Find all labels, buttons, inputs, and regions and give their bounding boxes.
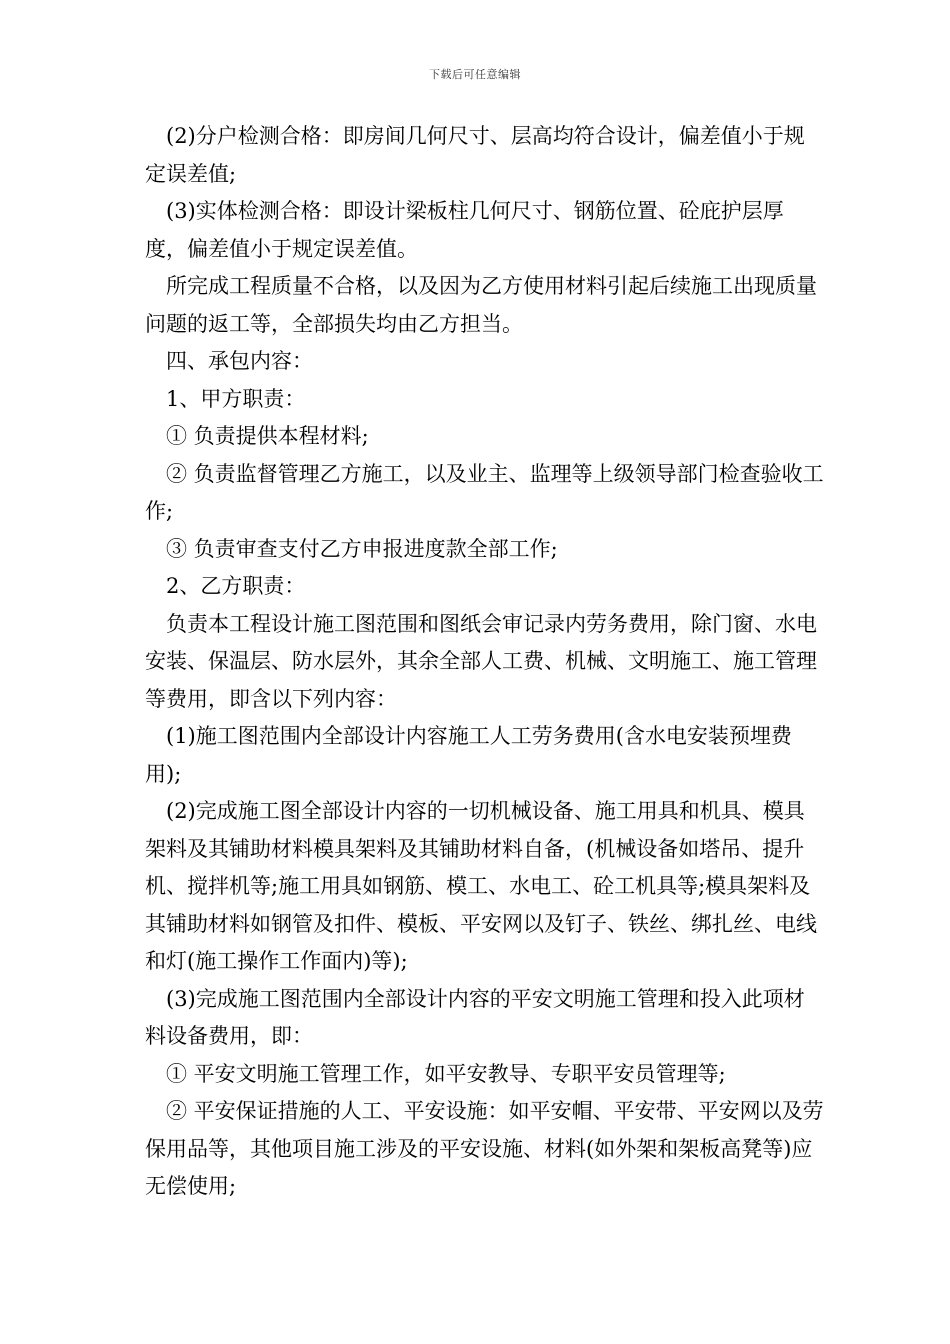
paragraph-household-inspection: (2)分户检测合格：即房间几何尺寸、层高均符合设计，偏差值小于规定误差值; <box>145 124 805 186</box>
list-item-safety-2: ② 平安保证措施的人工、平安设施：如平安帽、平安带、平安网以及劳保用品等，其他项目施工涉及的平安设施、材料(如外架和架板高凳等)应无偿使用; <box>145 1099 824 1198</box>
document-body <box>145 118 825 1206</box>
list-item-party-b-1: (1)施工图范围内全部设计内容施工人工劳务费用(含水电安装预埋费用); <box>145 724 792 786</box>
subsection-heading-party-a: 1、甲方职责： <box>166 386 306 411</box>
paragraph-entity-inspection: (3)实体检测合格：即设计梁板柱几何尺寸、钢筋位置、砼庇护层厚度，偏差值小于规定误差值。 <box>145 199 784 261</box>
list-item-party-a-3: ③ 负责审查支付乙方申报进度款全部工作; <box>166 536 558 561</box>
list-item-party-b-3: (3)完成施工图范围内全部设计内容的平安文明施工管理和投入此项材料设备费用，即： <box>145 986 805 1048</box>
paragraph-party-b-scope: 负责本工程设计施工图范围和图纸会审记录内劳务费用，除门窗、水电安装、保温层、防水层外，其余全部人工费、机械、文明施工、施工管理等费用，即含以下列内容： <box>145 611 817 711</box>
paragraph-quality-liability: 所完成工程质量不合格，以及因为乙方使用材料引起后续施工出现质量问题的返工等，全部损失均由乙方担当。 <box>145 274 817 336</box>
list-item-safety-1: ① 平安文明施工管理工作，如平安教导、专职平安员管理等; <box>166 1061 726 1086</box>
list-item-party-a-1: ① 负责提供本程材料; <box>166 424 369 448</box>
list-item-party-a-2: ② 负责监督管理乙方施工，以及业主、监理等上级领导部门检查验收工作; <box>145 461 824 523</box>
subsection-heading-party-b: 2、乙方职责： <box>166 574 306 598</box>
list-item-party-b-2: (2)完成施工图全部设计内容的一切机械设备、施工用具和机具、模具架料及其铺助材料模具架料及其铺助材料自备，(机械设备如塔吊、提升机、搅拌机等;施工用具如钢筋、模工、水电工、砼工机具等;模具架料及其铺助材料如钢管及扣件、模板、平安网以及钉子、铁丝、绑扎丝、电线和灯(施工操作工作面内)等); <box>145 799 817 973</box>
section-heading-contract-content: 四、承包内容： <box>166 349 313 373</box>
page-header: 下载后可任意编辑 <box>429 68 521 81</box>
